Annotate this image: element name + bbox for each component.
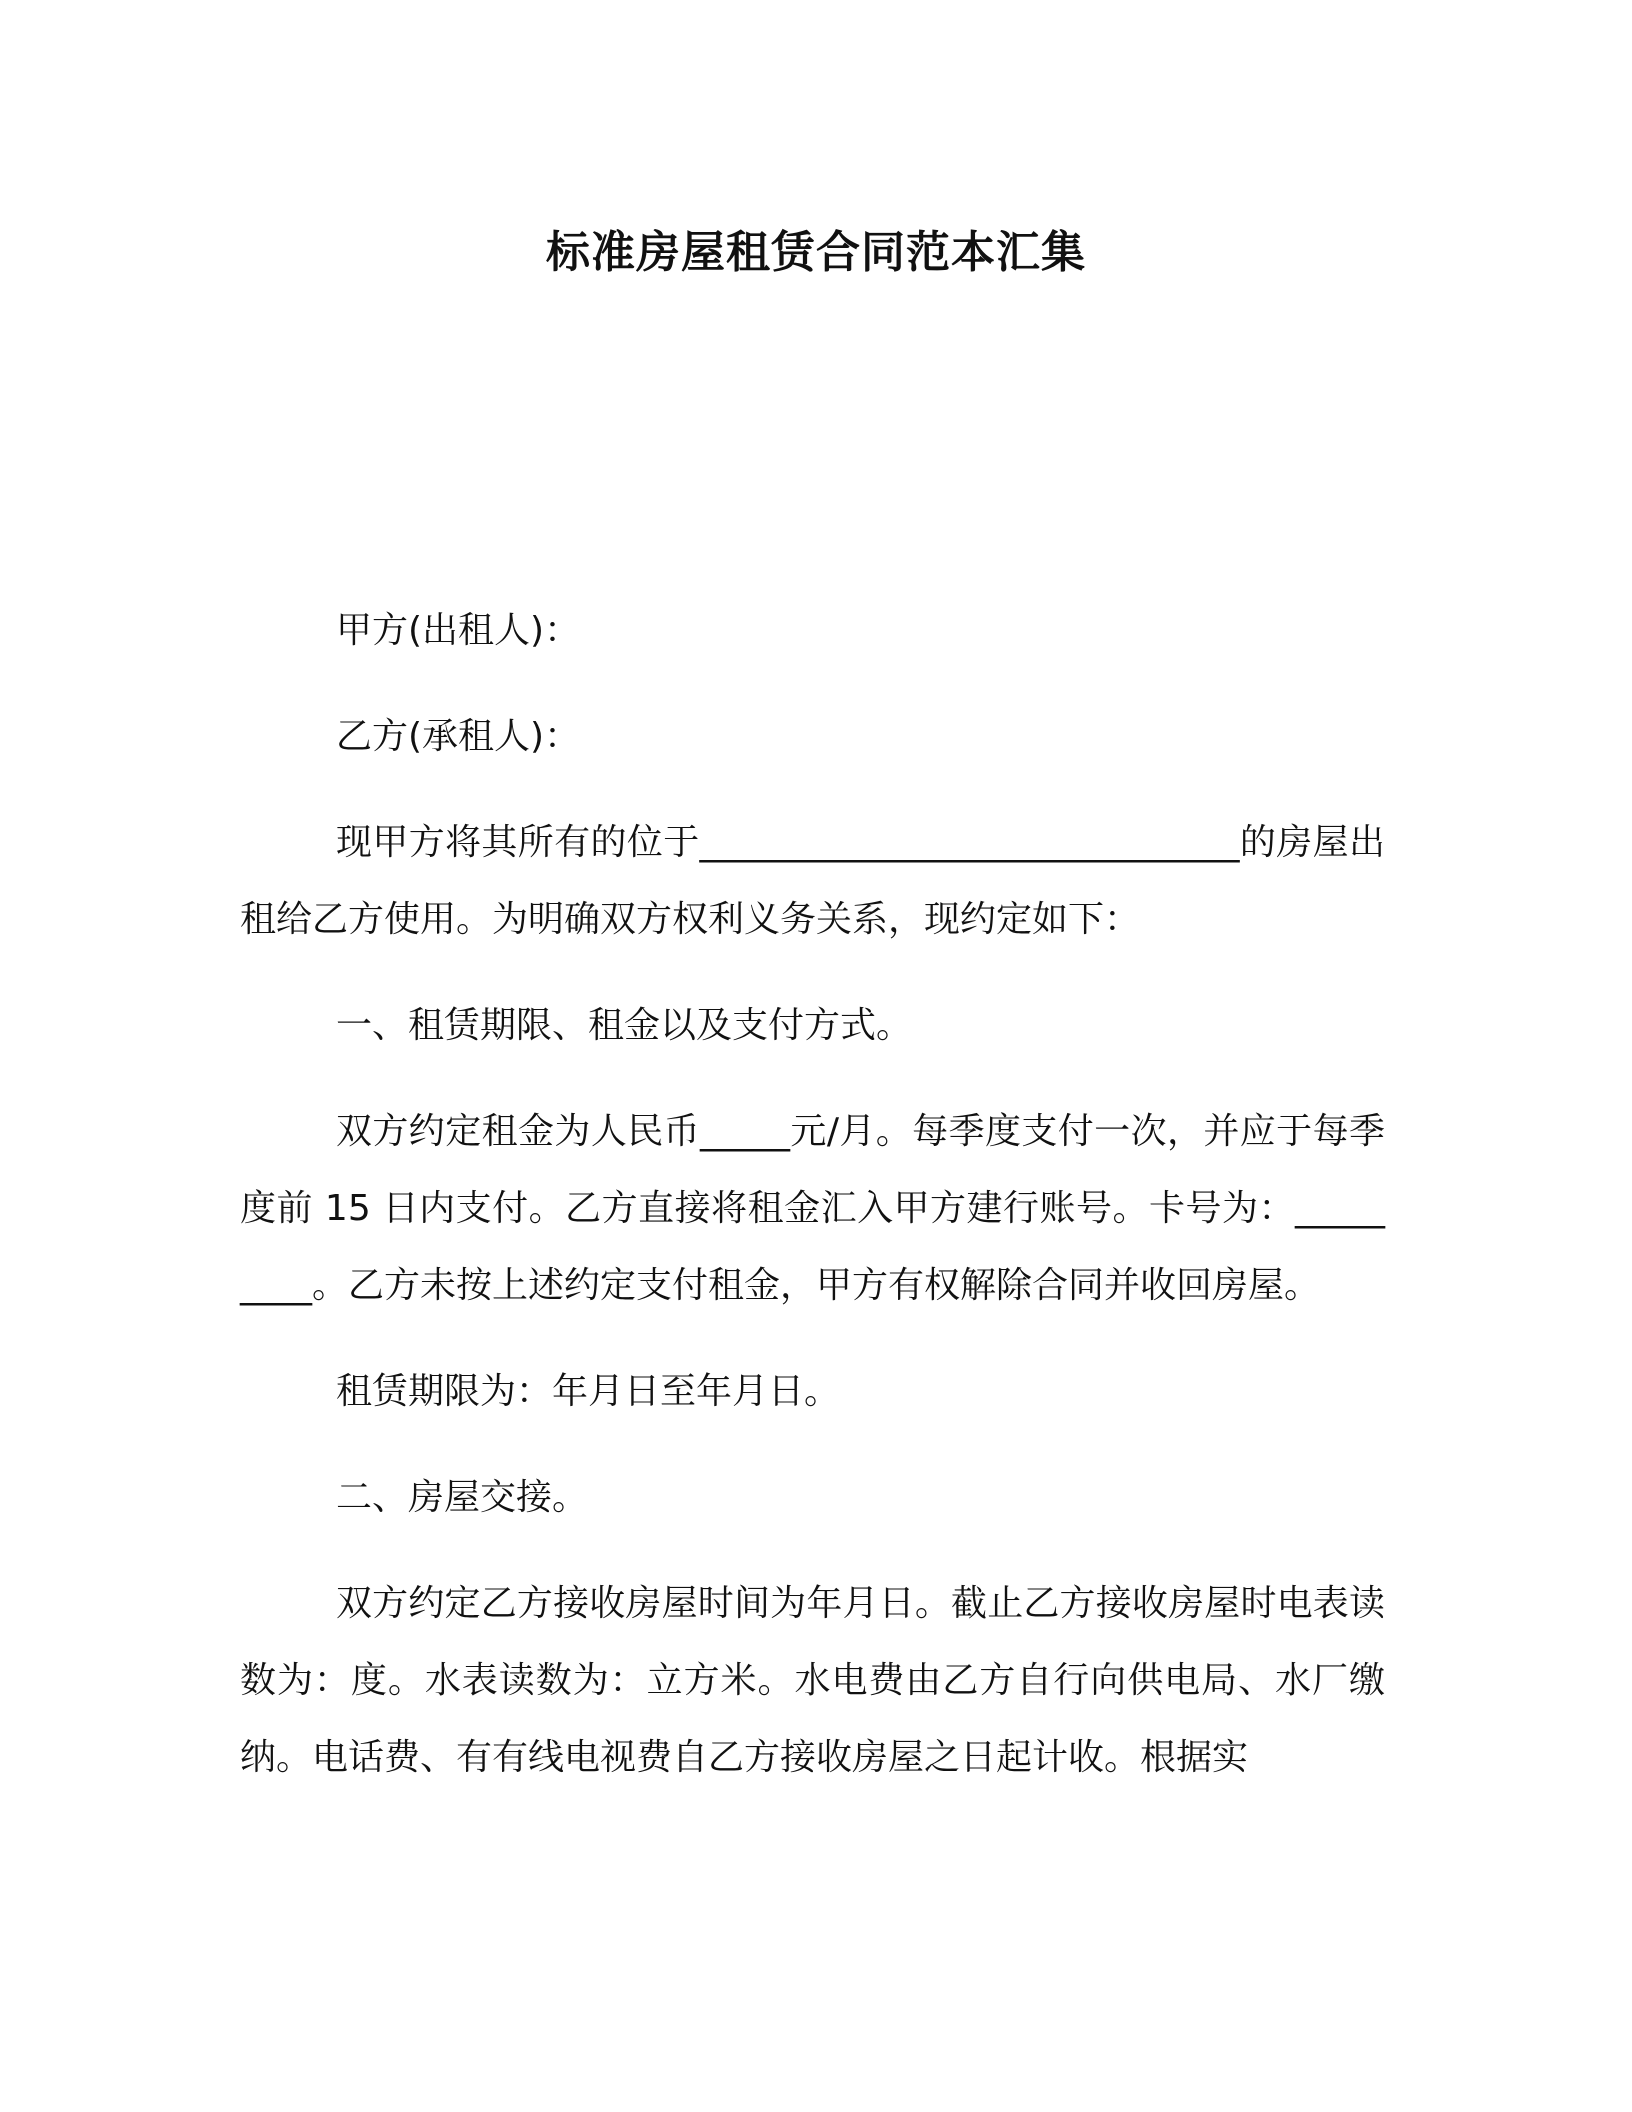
paragraph-party-b: 乙方(承租人)： (336, 716, 581, 757)
document-title: 标准房屋租赁合同范本汇集 (546, 227, 1086, 278)
paragraph-handover: 双方约定乙方接收房屋时间为年月日。截止乙方接收房屋时电表读数为：度。水表读数为：立方米。水电费由乙方自行向供电局、水厂缴纳。电话费、有有线电视费自乙方接收房屋之日起计收。根据实 (240, 1583, 1385, 1778)
document-body (240, 592, 1385, 1796)
section-heading-1: 一、租赁期限、租金以及支付方式。 (336, 1005, 913, 1046)
section-heading-2: 二、房屋交接。 (336, 1477, 589, 1518)
paragraph-party-a: 甲方(出租人)： (336, 610, 581, 651)
paragraph-term: 租赁期限为：年月日至年月日。 (336, 1371, 841, 1412)
paragraph-intro: 现甲方将其所有的位于______________________________的房屋出租给乙方使用。为明确双方权利义务关系，现约定如下： (240, 822, 1385, 940)
paragraph-rent: 双方约定租金为人民币_____元/月。每季度支付一次，并应于每季度前 15 日内支付。乙方直接将租金汇入甲方建行账号。卡号为：_________。乙方未按上述约定支付租金，甲方有权解除合同并收回房屋。 (240, 1111, 1385, 1306)
